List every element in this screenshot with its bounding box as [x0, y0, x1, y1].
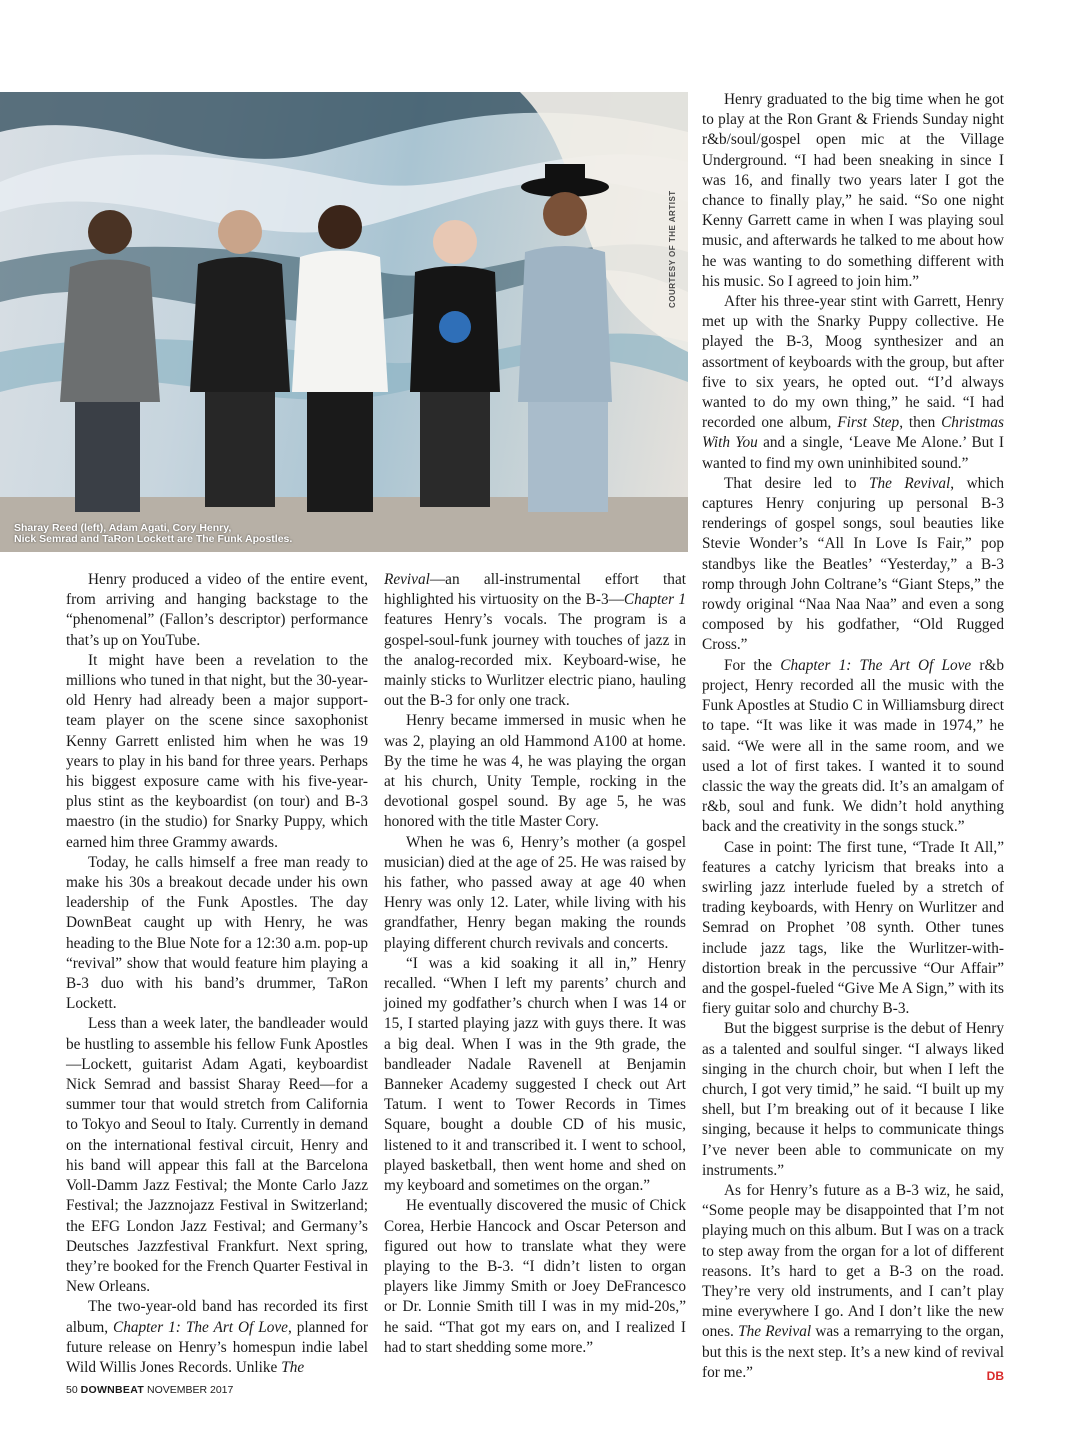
end-mark: DB	[986, 1368, 1004, 1383]
band-photo	[0, 92, 688, 552]
text-run: features Henry’s vocals. The program is a gospel-soul-funk journey with touches of jazz in the analog-recorded mix. Keyboard-wise, he mainly sticks to Wurlitzer electric piano, hauling out the B-3 for only one track.	[384, 611, 686, 710]
album-title: The Revival	[869, 474, 951, 492]
photo-caption-line1: Sharay Reed (left), Adam Agati, Cory Henry,	[14, 522, 232, 534]
album-title: Chapter 1	[623, 591, 686, 609]
article-column-2	[384, 570, 686, 1358]
page-footer	[66, 1384, 233, 1396]
album-title: Christmas With You	[702, 414, 1004, 452]
paragraph	[702, 474, 1004, 656]
text-run: , which captures Henry conjuring up personal B-3 renderings of gospel songs, soul beauties like Stevie Wonder’s “All In Love Is Fair,” pop standbys like the Beatles’ “Yesterday,” a B-3 romp through John Coltrane’s “Giant Steps,” the rowdy original “Naa Naa Naa” and even a song composed by his godfather, “Old Rugged Cross.”	[702, 474, 1004, 654]
text-run: , planned for future release on Henry’s homespun indie label Wild Willis Jones Records. Unlike	[66, 1318, 368, 1376]
album-title: Revival	[384, 571, 430, 588]
article-column-3	[702, 90, 1004, 1386]
paragraph: “I was a kid soaking it all in,” Henry recalled. “When I left my parents’ church and joined my godfather’s church when I was 14 or 15, I started playing jazz with guys there. It was a big deal. When I was in the 9th grade, the bandleader Nadale Ravenell at Benjamin Banneker Academy suggested I check out Art Tatum. I went to Tower Records in Times Square, bought a double CD of his music, listened to it and transcribed it. I went to school, played basketball, then went home and shed on my keyboard and sometimes on the organ.”	[384, 954, 686, 1195]
paragraph: Today, he calls himself a free man ready to make his 30s a breakout decade under his own leadership of the Funk Apostles. The day DownBeat caught up with Henry, he was heading to the Blue Note for a 12:30 a.m. pop-up “revival” show that would feature him playing a B-3 duo with his band’s drummer, TaRon Lockett.	[66, 853, 368, 1013]
text-run: and a single, ‘Leave Me Alone.’ But I wanted to find my own uninhibited sound.”	[702, 434, 1004, 472]
text-run: The two-year-old band has recorded its first album,	[66, 1298, 368, 1336]
paragraph: Henry became immersed in music when he was 2, playing an old Hammond A100 at home. By the time he was 4, he was playing the organ at his church, Unity Temple, rocking in the devotional gospel sound. By age 5, he was honored with the title Master Cory.	[384, 712, 686, 831]
paragraph: Case in point: The first tune, “Trade It All,” features a catchy lyricism that breaks into a swirling jazz interlude fueled by a stretch of trading keyboards, with Henry on Wurlitzer and Semrad on Prophet ’08 synth. Other tunes include jazz tags, like the Wurlitzer-with-distortion break in the percussive “Our Affair” and the gospel-fueled “Give Me A Sign,” with its fiery guitar solo and churchy B-3.	[702, 838, 1004, 1018]
text-run: For the	[724, 656, 781, 674]
band-photo-illustration	[0, 92, 688, 552]
album-title: Chapter 1: The Art Of Love	[780, 656, 972, 674]
album-title: First Step	[837, 414, 900, 432]
paragraph: When he was 6, Henry’s mother (a gospel musician) died at the age of 25. He was raised by his father, who passed away at age 40 when Henry was only 12. Later, while living with his grandfather, Henry began making the rounds playing different church revivals and concerts.	[384, 833, 686, 952]
article-column-1	[66, 570, 368, 1378]
text-run: That desire led to	[724, 474, 870, 492]
paragraph	[66, 1297, 368, 1378]
paragraph	[702, 656, 1004, 838]
issue-date: NOVEMBER 2017	[146, 1384, 234, 1396]
text-run: —an all-instrumental effort that highlighted his virtuosity on the B-3—	[384, 571, 686, 609]
photo-caption	[14, 523, 434, 545]
paragraph	[384, 570, 686, 711]
text-run: , then	[899, 414, 942, 432]
album-title: The	[281, 1358, 305, 1376]
photo-caption-line2: Nick Semrad and TaRon Lockett are The Funk Apostles.	[14, 533, 293, 545]
paragraph: Less than a week later, the bandleader would be hustling to assemble his fellow Funk Apostles—Lockett, guitarist Adam Agati, keyboardist Nick Semrad and bassist Sharay Reed—for a summer tour that would stretch from California to Tokyo and Seoul to Italy. Currently in demand on the international festival circuit, Henry and his band will appear this fall at the Barcelona Voll-Damm Jazz Festival; the Monte Carlo Jazz Festival; the Jazznojazz Festival in Switzerland; the EFG London Jazz Festival; and Germany’s Deutsches Jazzfestival Frankfurt. Next spring, they’re booked for the French Quarter Festival in New Orleans.	[66, 1015, 368, 1296]
paragraph	[702, 1181, 1004, 1383]
text-run: was a remarrying to the organ, but this is the next step. It’s a new kind of revival for me.”	[702, 1323, 1004, 1381]
page-number: 50	[66, 1384, 78, 1396]
album-title: Chapter 1: The Art Of Love	[113, 1318, 288, 1336]
paragraph: But the biggest surprise is the debut of Henry as a talented and soulful singer. “I always liked singing in the church choir, but when I left the church, I got very timid,” he said. “I built up my shell, but I’m breaking out of it because I like singing, because it helps to communicate things I’ve never been able to communicate on my instruments.”	[702, 1020, 1004, 1179]
text-run: r&b project, Henry recorded all the music with the Funk Apostles at Studio C in Williamsburg direct to tape. “It was like it was made in 1974,” he said. “We were all in the same room, and we used a lot of first takes. I wanted it to sound classic the way the greats did. It’s an amalgam of r&b, soul and funk. We didn’t hold anything back and the creativity in the songs stuck.”	[702, 656, 1004, 836]
photo-credit: COURTESY OF THE ARTIST	[668, 190, 677, 308]
text-run: As for Henry’s future as a B-3 wiz, he said, “Some people may be disappointed that I’m not playing much on this album. But I was on a track to step away from the organ for a lot of different reasons. It’s hard to get a B-3 on the road. They’re very old instruments, and I can’t play mine everywhere I go. And I don’t like the new ones.	[702, 1181, 1004, 1341]
text-run: After his three-year stint with Garrett, Henry met up with the Snarky Puppy collective. He played the B-3, Moog synthesizer and an assortment of keyboards with the group, but after five to six years, he opted out. “I’d always wanted to do my own thing,” he said. “I had recorded one album,	[702, 293, 1004, 432]
paragraph: Henry graduated to the big time when he got to play at the Ron Grant & Friends Sunday night r&b/soul/gospel open mic at the Village Underground. “I had been sneaking in since I was 16, and finally two years later I got the chance to finally play,” he said. “So one night Kenny Garrett came in when I was playing soul music, and afterwards he talked to me about how he was wanting to do something different with his music. So I agreed to join him.”	[702, 91, 1004, 290]
paragraph: It might have been a revelation to the millions who tuned in that night, but the 30-year-old Henry had already been a major support-team player on the scene since saxophonist Kenny Garrett enlisted him when he was 19 years to play in his band for three years. Perhaps his biggest exposure came with his five-year-plus stint as the keyboardist (on tour) and B-3 maestro (in the studio) for Snarky Puppy, which earned him three Grammy awards.	[66, 651, 368, 851]
paragraph: He eventually discovered the music of Chick Corea, Herbie Hancock and Oscar Peterson and figured out how to translate what they were playing to the B-3. “I didn’t listen to organ players like Jimmy Smith or Joey DeFrancesco or Dr. Lonnie Smith till I was in my mid-20s,” he said. “That got my ears on, and I realized I had to start shedding some more.”	[384, 1197, 686, 1356]
paragraph: Henry produced a video of the entire event, from arriving and hanging backstage to the “phenomenal” (Fallon’s descriptor) performance that’s up on YouTube.	[66, 571, 368, 649]
album-title: The Revival	[738, 1323, 812, 1341]
magazine-name: DOWNBEAT	[80, 1384, 145, 1396]
paragraph	[702, 292, 1004, 474]
